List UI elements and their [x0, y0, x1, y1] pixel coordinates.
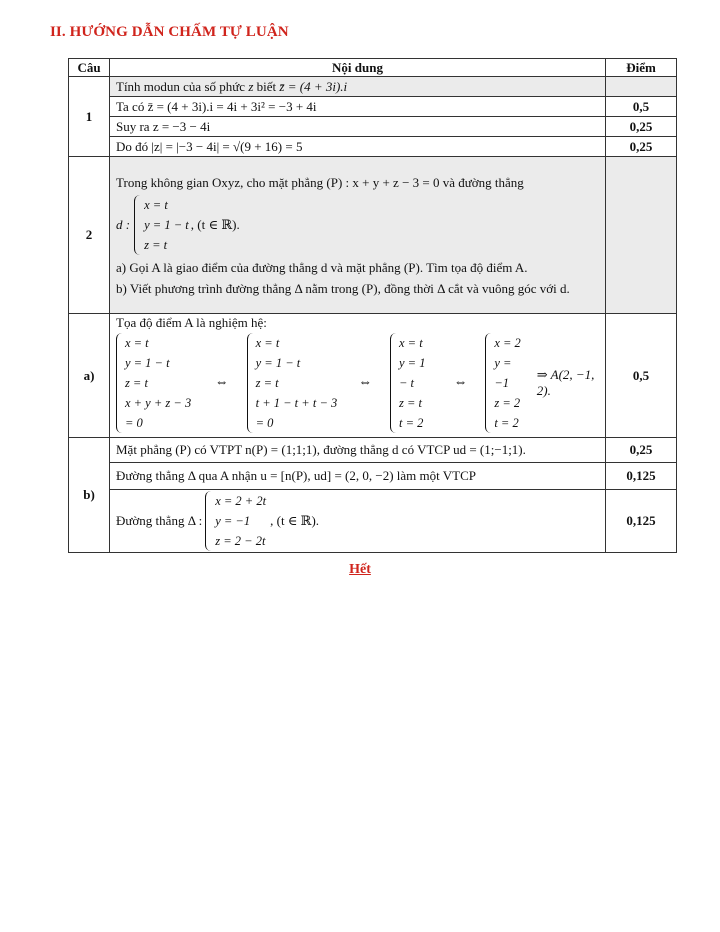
qb-step3-eq1: x = 2 + 2t — [215, 494, 267, 508]
qa-result: ⇒ A(2, −1, 2). — [536, 367, 595, 398]
qa-sys3-eq4: t = 2 — [399, 416, 424, 430]
qb-step3-row — [69, 490, 677, 553]
qa-intro: Tọa độ điểm A là nghiệm hệ: — [116, 315, 267, 330]
qb-step1: Mặt phẳng (P) có VTPT n(P) = (1;1;1), đường thẳng d có VTCP ud = (1;−1;1). — [110, 438, 606, 463]
qa-sys2 — [247, 333, 340, 433]
qb-step3-score: 0,125 — [606, 490, 677, 553]
q2-brace — [134, 195, 141, 255]
q2-line-d — [116, 195, 240, 255]
q2-score — [606, 157, 677, 314]
qa-label: a) — [69, 314, 110, 438]
qb-step2: Đường thẳng Δ qua A nhận u = [n(P), ud] = (2, 0, −2) làm một VTCP — [110, 463, 606, 490]
q1-step3-row — [69, 137, 677, 157]
q2-d-eq1: x = t — [144, 197, 168, 212]
section-title: II. HƯỚNG DẪN CHẤM TỰ LUẬN — [50, 24, 289, 40]
q1-label: 1 — [69, 77, 110, 157]
qa-sys4-eq4: t = 2 — [494, 416, 519, 430]
qa-sys1-eq1: x = t — [124, 336, 149, 350]
q2-part-b: b) Viết phương trình đường thẳng Δ nằm trong (P), đồng thời Δ cắt và vuông góc với d. — [116, 280, 570, 296]
q1-prompt-expr: z̄ = (4 + 3i).i — [279, 78, 348, 94]
qa-sys1-eq3: z = t — [124, 376, 148, 390]
qa-sys3 — [390, 333, 435, 433]
q2-d-eq3: z = t — [144, 237, 168, 252]
qa-sys3-eq1: x = t — [399, 336, 423, 350]
header-row — [69, 59, 677, 77]
qa-equiv-1: ⇔ — [214, 375, 229, 390]
qa-sys2-eq2: y = 1 − t — [255, 356, 301, 370]
qb-step3-system — [215, 491, 266, 551]
q2-prompt — [110, 157, 606, 314]
q1-step1-score: 0,5 — [606, 97, 677, 117]
qb-step3 — [110, 490, 606, 553]
qa-row — [69, 314, 677, 438]
qb-step3-param: , (t ∈ ℝ). — [270, 513, 320, 528]
header-content: Nội dung — [110, 59, 606, 77]
qa-sys3-eq2: y = 1 − t — [399, 356, 426, 390]
q1-step2-score: 0,25 — [606, 117, 677, 137]
q2-label: 2 — [69, 157, 110, 314]
qa-sys1-eq4: x + y + z − 3 = 0 — [124, 396, 192, 430]
qa-content — [110, 314, 606, 438]
qb-step2-row — [69, 463, 677, 490]
qa-equiv-3: ⇔ — [453, 375, 468, 390]
q1-step1: Ta có z̄ = (4 + 3i).i = 4i + 3i² = −3 + 4i — [110, 97, 606, 117]
qa-sys2-eq4: t + 1 − t + t − 3 = 0 — [255, 396, 338, 430]
q1-prompt-score — [606, 77, 677, 97]
qa-sys4 — [485, 333, 522, 433]
qa-systems — [116, 331, 599, 437]
qa-sys2-eq3: z = t — [255, 376, 279, 390]
qb-step3-label: Đường thẳng Δ : — [116, 513, 203, 528]
qa-sys2-eq1: x = t — [255, 336, 280, 350]
qb-step3-expr — [116, 491, 319, 551]
qb-step3-eq2: y = −1 — [215, 514, 251, 528]
qa-equiv-2: ⇔ — [358, 375, 373, 390]
q2-d-system — [144, 195, 189, 255]
q2-line1: Trong không gian Oxyz, cho mặt phẳng (P) : x + y + z − 3 = 0 và đường thẳng — [116, 174, 524, 190]
q1-step3-score: 0,25 — [606, 137, 677, 157]
qa-sys3-eq3: z = t — [399, 396, 423, 410]
q1-prompt-row — [69, 77, 677, 97]
qa-sys1-eq2: y = 1 − t — [124, 356, 170, 370]
q1-step3: Do đó |z| = |−3 − 4i| = √(9 + 16) = 5 — [110, 137, 606, 157]
end-mark: Hết — [349, 562, 371, 577]
q1-step2: Suy ra z = −3 − 4i — [110, 117, 606, 137]
q1-step1-row — [69, 97, 677, 117]
qb-label: b) — [69, 438, 110, 553]
q1-prompt — [110, 77, 606, 97]
q1-prompt-var: z — [248, 78, 254, 94]
q1-prompt-pre: Tính modun của số phức — [116, 78, 249, 94]
q2-d-param: , (t ∈ ℝ). — [190, 217, 240, 232]
q1-prompt-mid: biết — [253, 78, 280, 94]
qa-sys4-eq1: x = 2 — [494, 336, 521, 350]
q2-row — [69, 157, 677, 314]
qb-step1-score: 0,25 — [606, 438, 677, 463]
qa-sys1 — [116, 333, 197, 433]
q2-d-eq2: y = 1 − t — [144, 217, 189, 232]
qb-step3-eq3: z = 2 − 2t — [215, 534, 266, 548]
grading-table — [68, 58, 677, 553]
header-question: Câu — [69, 59, 110, 77]
qb-step2-score: 0,125 — [606, 463, 677, 490]
qa-score: 0,5 — [606, 314, 677, 438]
q2-d-label: d : — [116, 217, 131, 232]
qa-sys4-eq2: y = −1 — [494, 356, 512, 390]
q2-part-a: a) Gọi A là giao điểm của đường thẳng d và mặt phẳng (P). Tìm tọa độ điểm A. — [116, 259, 528, 275]
q1-step2-row — [69, 117, 677, 137]
qa-sys4-eq3: z = 2 — [494, 396, 521, 410]
qb-step1-row — [69, 438, 677, 463]
header-score: Điểm — [606, 59, 677, 77]
